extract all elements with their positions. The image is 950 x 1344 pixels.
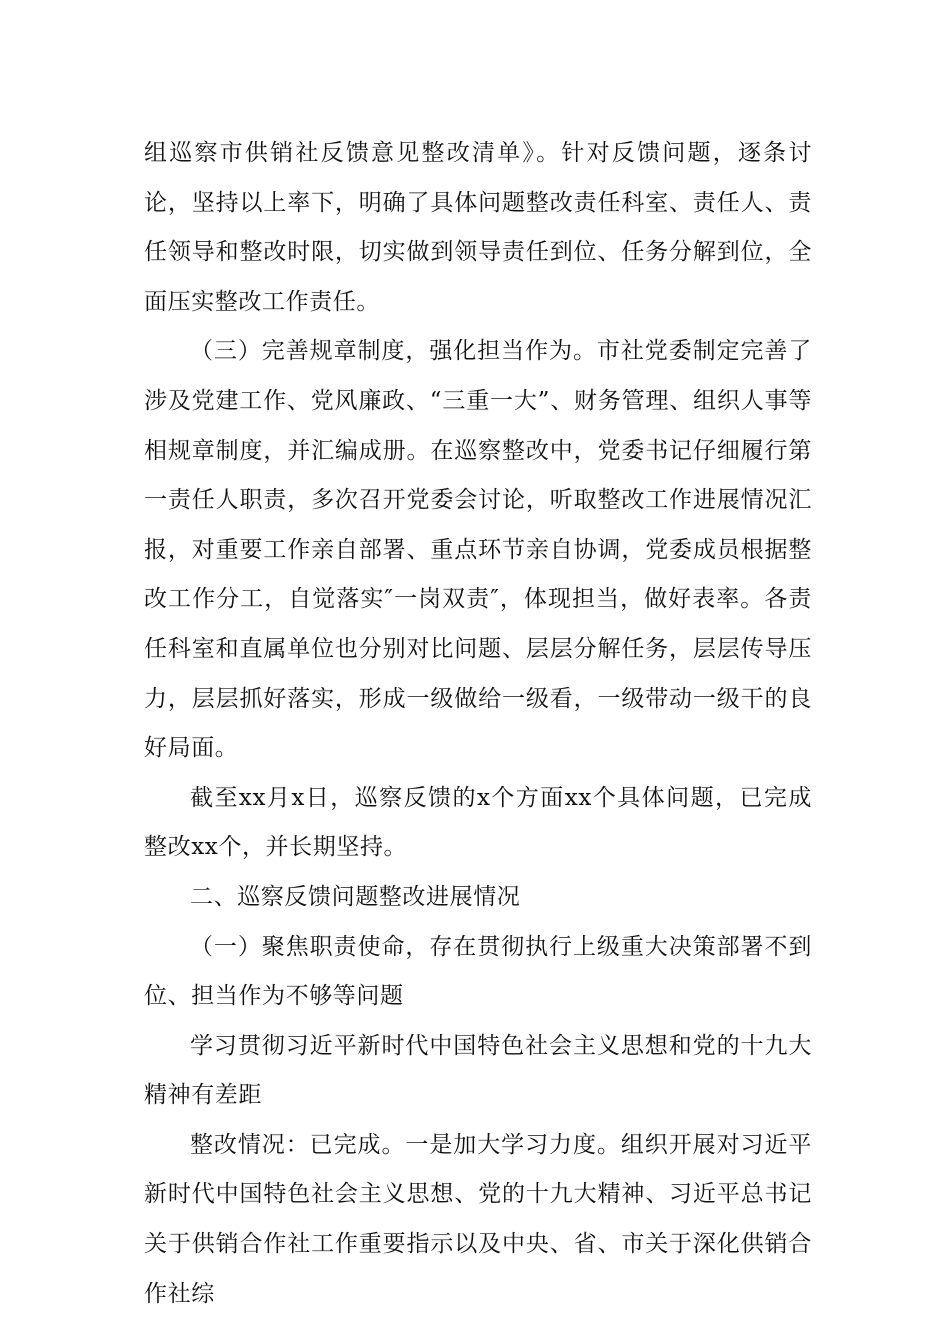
paragraph-rectification-list: 组巡察市供销社反馈意见整改清单》。针对反馈问题，逐条讨论，坚持以上率下，明确了具体问题整改责任科室、责任人、责任领导和整改时限，切实做到领导责任到位、任务分解到位，全面压实整改工作责任。 <box>144 140 812 315</box>
paragraph-regulations: （三）完善规章制度，强化担当作为。市社党委制定完善了涉及党建工作、党风廉政、“三重一大”、财务管理、组织人事等相规章制度，并汇编成册。在巡察整改中，党委书记仔细履行第一责任人职责，多次召开党委会讨论，听取整改工作进展情况汇报，对重要工作亲自部署、重点环节亲自协调，党委成员根据整改工作分工，自觉落实″一岗双责″，体现担当，做好表率。各责任科室和直属单位也分别对比问题、层层分解任务，层层传导压力，层层抓好落实，形成一级做给一级看，一级带动一级干的良好局面。 <box>144 338 812 762</box>
section-heading-progress: 二、巡察反馈问题整改进展情况 <box>190 883 521 910</box>
paragraph-study-gap: 学习贯彻习近平新时代中国特色社会主义思想和党的十九大精神有差距 <box>144 1032 812 1109</box>
subheading-duty-mission: （一）聚焦职责使命，存在贯彻执行上级重大决策部署不到位、担当作为不够等问题 <box>144 933 812 1010</box>
paragraph-rectification-status: 整改情况：已完成。一是加大学习力度。组织开展对习近平新时代中国特色社会主义思想、党的十九大精神、习近平总书记关于供销合作社工作重要指示以及中央、省、市关于深化供销合作社综 <box>144 1131 812 1307</box>
document-body <box>144 129 812 1319</box>
paragraph-progress-summary: 截至xx月x日，巡察反馈的x个方面xx个具体问题，已完成整改xx个，并长期坚持。 <box>144 784 812 861</box>
